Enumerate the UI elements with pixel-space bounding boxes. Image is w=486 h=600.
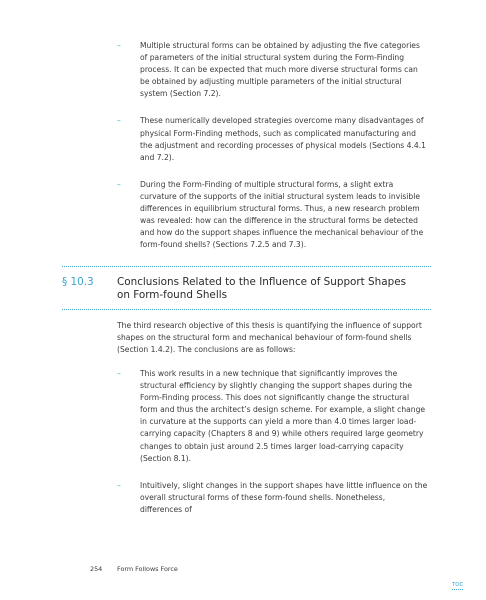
dotted-divider-top — [62, 266, 431, 267]
bullet-text: Multiple structural forms can be obtained by adjusting the five categories of parameters of the initial structural system during the Form-Finding process. It can be expected that much more diverse structural forms can be obtained by adjusting multiple parameters of the initial structural system (Section 7.2). — [140, 41, 420, 99]
bullet-text: These numerically developed strategies overcome many disadvantages of physical Form-Finding methods, such as complicated manufacturing and the adjustment and recording processes of physical models (Sections 4.4.1 and 7.2). — [140, 116, 426, 162]
list-item — [117, 480, 429, 516]
bullet-text: This work results in a new technique that significantly improves the structural efficiency by slightly changing the support shapes during the Form-Finding process. This does not significantly change the structural form and thus the architect’s design scheme. For example, a slight change in curvature at the supports can yield a more than 4.0 times larger load-carrying capacity (Chapters 8 and 9) while others required large geometry changes to obtain just around 2.5 times larger load-carrying capacity (Section 8.1). — [140, 369, 426, 463]
toc-link[interactable]: TOC — [452, 582, 464, 588]
top-bullet-list — [117, 40, 429, 266]
bullet-dash: – — [117, 41, 121, 50]
section-heading-block — [62, 266, 431, 310]
bullet-text: During the Form-Finding of multiple structural forms, a slight extra curvature of the supports of the initial structural system leads to invisible differences in equilibrium structural forms. Thus, a new research problem was revealed: how can the difference in the structural forms be detected and how do the support shapes influence the mechanical behaviour of the form-found shells? (Sections 7.2.5 and 7.3). — [140, 179, 424, 250]
list-item — [117, 40, 429, 100]
book-title: Form Follows Force — [117, 565, 178, 573]
list-item — [117, 368, 429, 465]
bullet-dash: – — [117, 179, 121, 189]
bullet-dash: – — [117, 480, 121, 490]
dotted-divider-bottom — [62, 309, 431, 310]
intro-paragraph: The third research objective of this thesis is quantifying the influence of support shapes on the structural form and mechanical behaviour of form-found shells (Section 1.4.2). The conclusions are as follows: — [117, 321, 422, 355]
bottom-bullet-list — [117, 368, 429, 531]
page-number: 254 — [90, 565, 103, 573]
bullet-text: Intuitively, slight changes in the support shapes have little influence on the overall structural forms of these form-found shells. Nonetheless, differences of — [140, 480, 428, 514]
section-heading — [62, 276, 431, 302]
list-item — [117, 179, 429, 252]
section-number: § 10.3 — [62, 276, 94, 288]
list-item — [117, 115, 429, 163]
bullet-dash: – — [117, 116, 121, 126]
section-title: Conclusions Related to the Influence of Support Shapes on Form-found Shells — [117, 276, 407, 301]
bullet-dash: – — [117, 369, 121, 378]
